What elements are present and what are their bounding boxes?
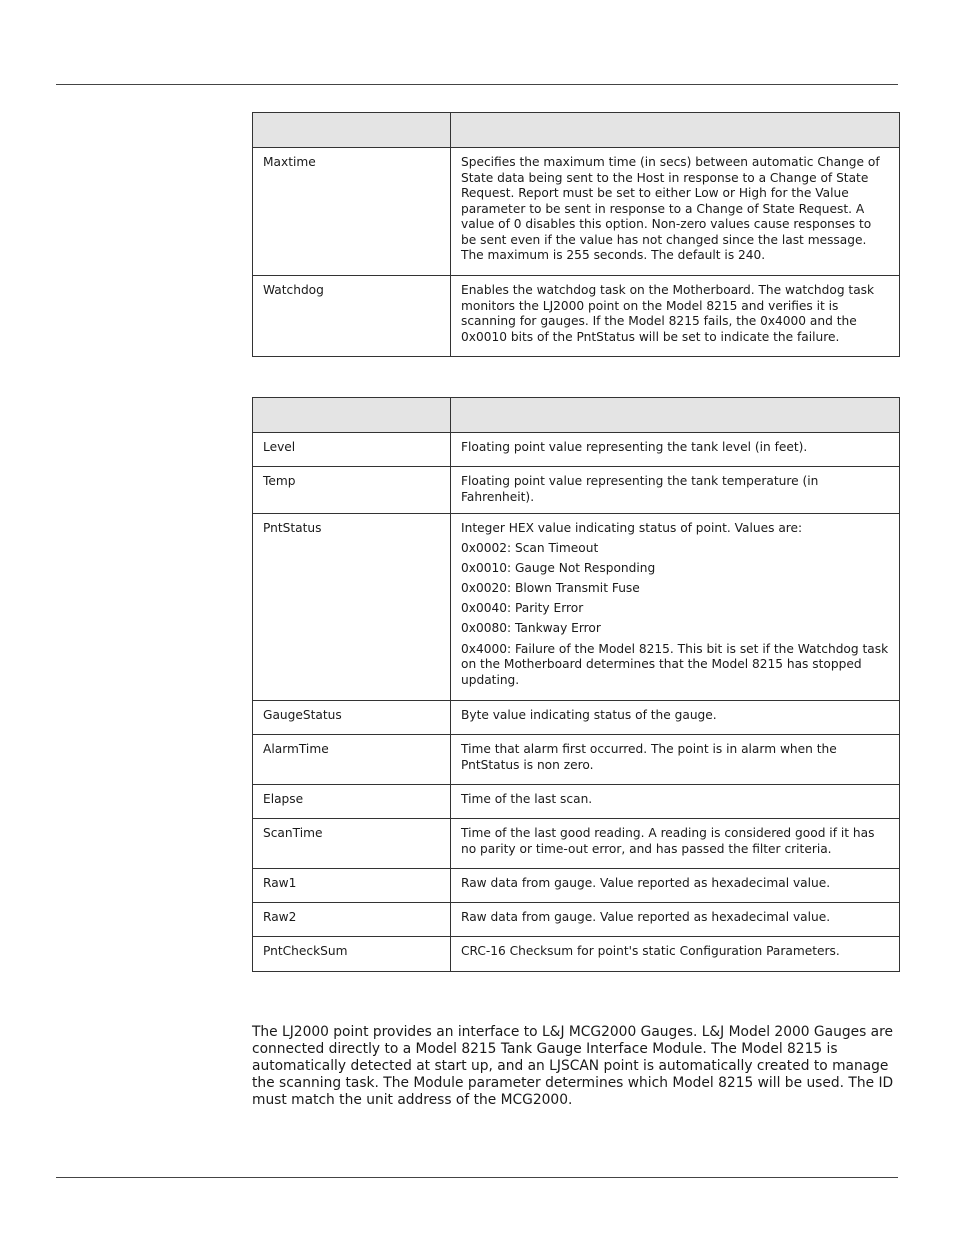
parameter-description bbox=[451, 276, 900, 357]
table-row bbox=[253, 514, 900, 701]
status-value-item: 0x0002: Scan Timeout bbox=[461, 541, 599, 556]
status-value-item: 0x0040: Parity Error bbox=[461, 601, 584, 616]
parameter-name: AlarmTime bbox=[253, 735, 451, 785]
table-row bbox=[253, 869, 900, 903]
parameter-name: GaugeStatus bbox=[253, 701, 451, 735]
parameter-name: ScanTime bbox=[253, 819, 451, 869]
parameter-table-1 bbox=[252, 112, 900, 357]
description-text: Enables the watchdog task on the Motherboard. The watchdog task monitors the LJ2000 point on the Model 8215 and verifies it is scanning for gauges. If the Model 8215 fails, the 0x4000 and the 0x0010 bits of the PntStatus will be set to indicate the failure. bbox=[461, 283, 875, 344]
table-row bbox=[253, 735, 900, 785]
parameter-description bbox=[451, 433, 900, 467]
parameter-description bbox=[451, 467, 900, 514]
parameter-name: Elapse bbox=[253, 785, 451, 819]
table-row bbox=[253, 819, 900, 869]
header-cell-description bbox=[451, 398, 900, 433]
parameter-name: PntStatus bbox=[253, 514, 451, 701]
parameter-description bbox=[451, 701, 900, 735]
parameter-name: Maxtime bbox=[253, 148, 451, 276]
description-text: Byte value indicating status of the gauge. bbox=[461, 708, 717, 722]
parameter-name: Level bbox=[253, 433, 451, 467]
status-value-item: 0x0020: Blown Transmit Fuse bbox=[461, 581, 640, 596]
parameter-description bbox=[451, 514, 900, 701]
parameter-name: Watchdog bbox=[253, 276, 451, 357]
parameter-name: Temp bbox=[253, 467, 451, 514]
description-text: CRC-16 Checksum for point's static Configuration Parameters. bbox=[461, 944, 840, 958]
table-header-row bbox=[253, 398, 900, 433]
parameter-description bbox=[451, 819, 900, 869]
parameter-description bbox=[451, 937, 900, 972]
parameter-table-2 bbox=[252, 397, 900, 972]
parameter-description bbox=[451, 785, 900, 819]
status-value-item: 0x4000: Failure of the Model 8215. This bit is set if the Watchdog task on the Motherboard determines that the Model 8215 has stopped updating. bbox=[461, 641, 889, 687]
description-text: Raw data from gauge. Value reported as hexadecimal value. bbox=[461, 910, 831, 924]
description-text: Floating point value representing the tank temperature (in Fahrenheit). bbox=[461, 474, 819, 504]
table-row bbox=[253, 785, 900, 819]
table-row bbox=[253, 148, 900, 276]
header-cell-parameter bbox=[253, 398, 451, 433]
description-text: Floating point value representing the tank level (in feet). bbox=[461, 440, 808, 454]
table-row bbox=[253, 701, 900, 735]
parameter-description bbox=[451, 735, 900, 785]
header-cell-parameter bbox=[253, 113, 451, 148]
description-text: Time of the last scan. bbox=[461, 792, 593, 806]
description-text: Integer HEX value indicating status of point. Values are: bbox=[461, 521, 803, 535]
description-text: Time of the last good reading. A reading is considered good if it has no parity or time-out error, and has passed the filter criteria. bbox=[461, 826, 875, 856]
description-text: Specifies the maximum time (in secs) between automatic Change of State data being sent to the Host in response to a Change of State Request. Report must be set to either Low or High for the Value parameter to be sent in response to a Change of State Request. A value of 0 disables this option. Non-zero values cause responses to be sent even if the value has not changed since the last message. The maximum is 255 seconds. The default is 240. bbox=[461, 155, 880, 262]
table-header-row bbox=[253, 113, 900, 148]
parameter-name: PntCheckSum bbox=[253, 937, 451, 972]
table-row bbox=[253, 276, 900, 357]
header-rule bbox=[56, 84, 898, 85]
parameter-description bbox=[451, 903, 900, 937]
header-cell-description bbox=[451, 113, 900, 148]
parameter-name: Raw2 bbox=[253, 903, 451, 937]
description-text: Raw data from gauge. Value reported as hexadecimal value. bbox=[461, 876, 831, 890]
footer-rule bbox=[56, 1177, 898, 1178]
description-text: Time that alarm first occurred. The point is in alarm when the PntStatus is non zero. bbox=[461, 742, 837, 772]
body-paragraph: The LJ2000 point provides an interface to L&J MCG2000 Gauges. L&J Model 2000 Gauges are connected directly to a Model 8215 Tank Gauge Interface Module. The Model 8215 is automatically detected at start up, and an LJSCAN point is automatically created to manage the scanning task. The Module parameter determines which Model 8215 will be used. The ID must match the unit address of the MCG2000. bbox=[252, 1024, 894, 1108]
table-row bbox=[253, 937, 900, 972]
table-row bbox=[253, 467, 900, 514]
parameter-description bbox=[451, 869, 900, 903]
table-row bbox=[253, 433, 900, 467]
parameter-name: Raw1 bbox=[253, 869, 451, 903]
table-row bbox=[253, 903, 900, 937]
status-value-item: 0x0080: Tankway Error bbox=[461, 621, 601, 636]
status-value-item: 0x0010: Gauge Not Responding bbox=[461, 561, 656, 576]
parameter-description bbox=[451, 148, 900, 276]
